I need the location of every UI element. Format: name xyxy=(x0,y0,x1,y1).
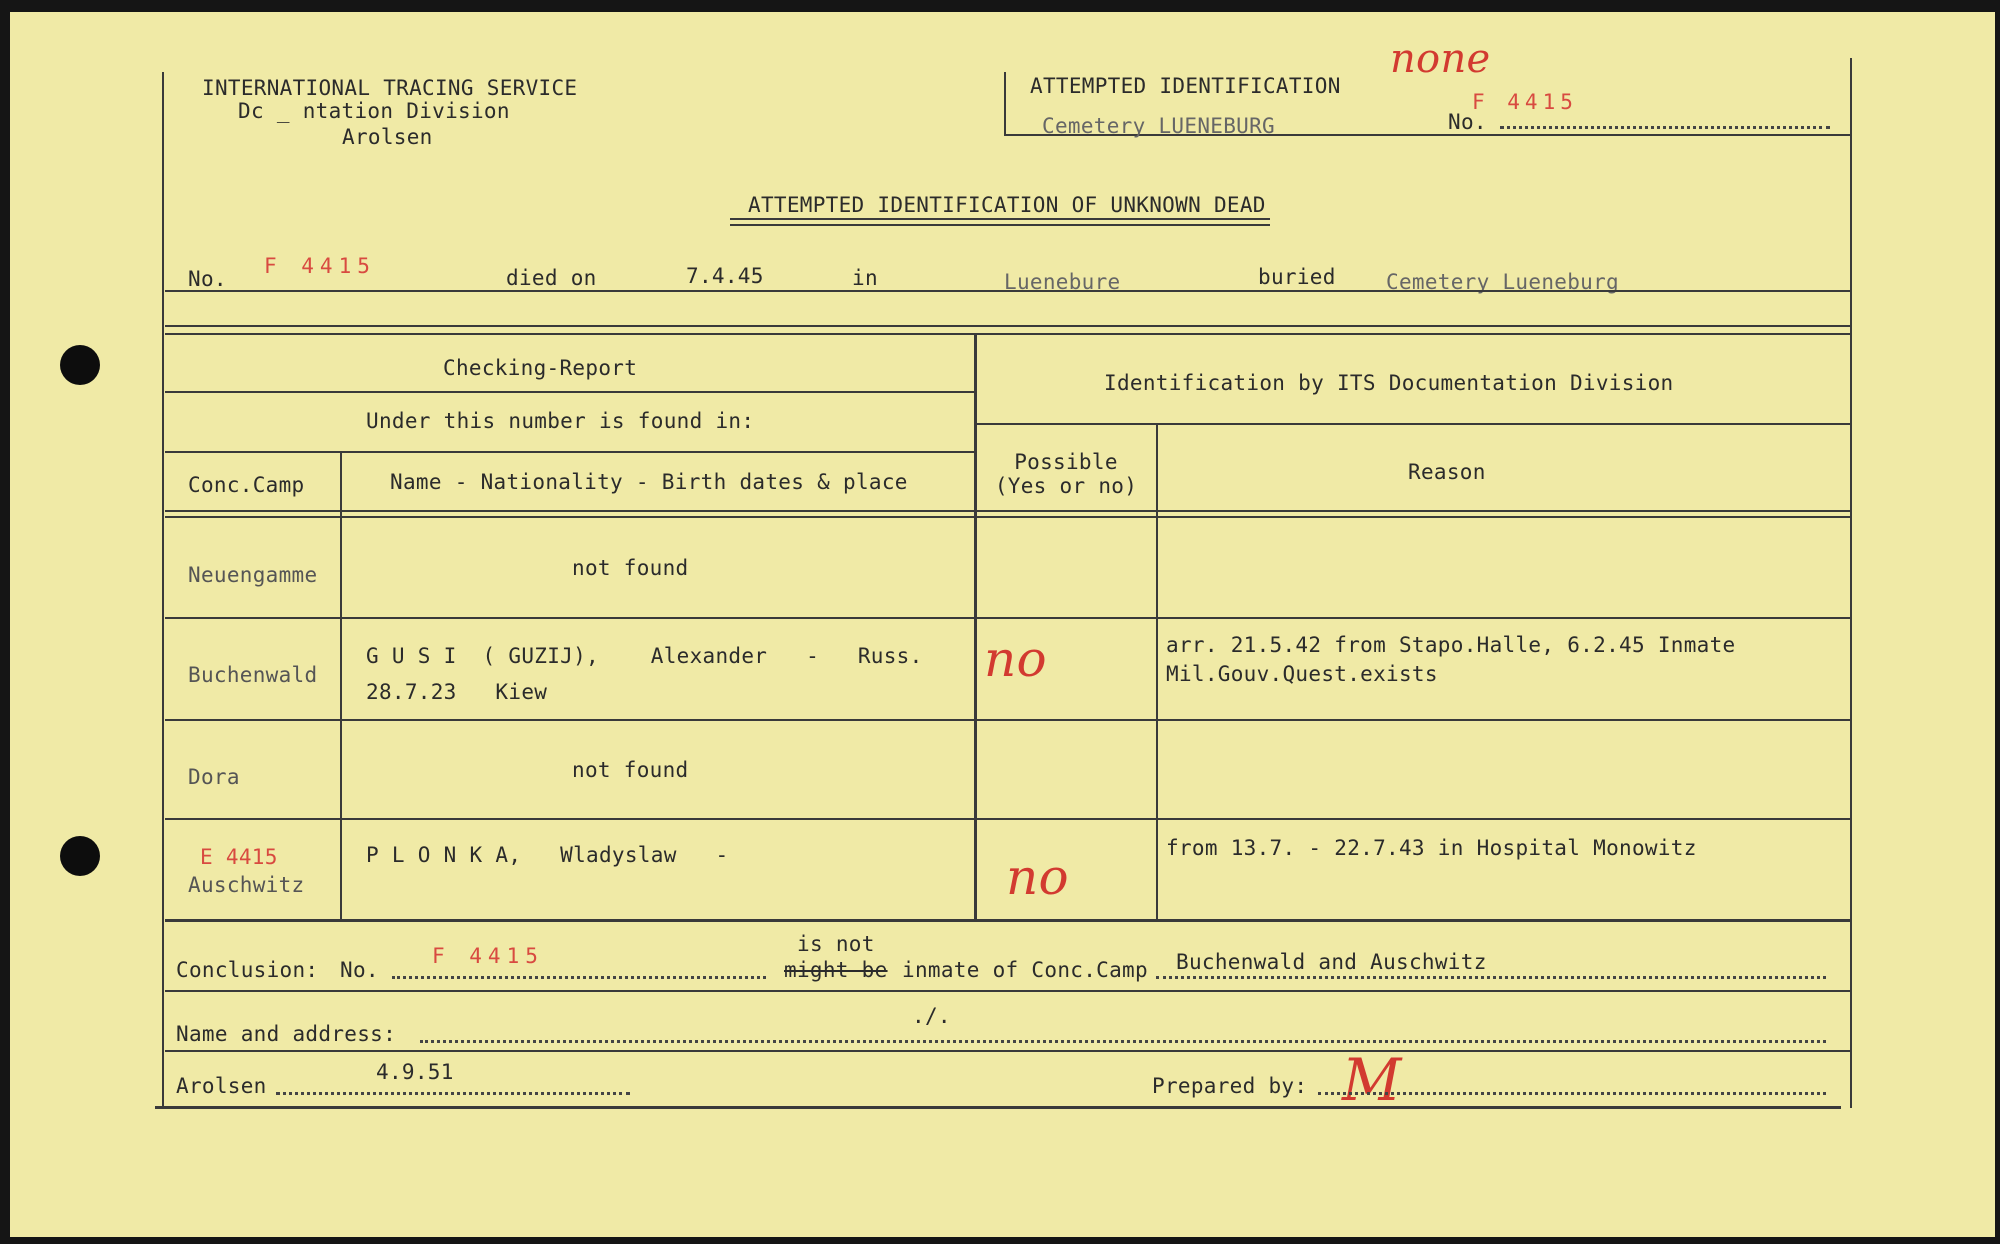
row-4-reason: from 13.7. - 22.7.43 in Hospital Monowitz xyxy=(1166,836,1697,860)
header-box-sub: Cemetery LUENEBURG xyxy=(1042,114,1275,138)
row-2-reason-2: Mil.Gouv.Quest.exists xyxy=(1166,662,1438,686)
table-top-1 xyxy=(165,325,1850,327)
title-underline-2 xyxy=(730,224,1270,226)
conclusion-inmate: inmate of Conc.Camp xyxy=(902,958,1148,982)
header-number: F 4415 xyxy=(1472,90,1578,114)
row-3-name: not found xyxy=(572,758,689,782)
checking-report-title: Checking-Report xyxy=(443,356,638,380)
name-address-dots xyxy=(420,1040,1826,1043)
conclusion-no-value: F 4415 xyxy=(432,944,544,968)
identification-title: Identification by ITS Documentation Division xyxy=(1104,371,1674,395)
row-1-rule xyxy=(165,617,1850,619)
org-line-1: INTERNATIONAL TRACING SERVICE xyxy=(202,76,578,100)
left-sub-rule xyxy=(165,451,974,453)
col-header-camp: Conc.Camp xyxy=(188,473,305,497)
record-no-label: No. xyxy=(188,267,227,291)
page-title: ATTEMPTED IDENTIFICATION OF UNKNOWN DEAD xyxy=(748,193,1266,217)
punch-hole-top xyxy=(60,345,100,385)
punch-hole-bottom xyxy=(60,836,100,876)
org-line-3: Arolsen xyxy=(342,125,433,149)
org-line-2: Dc _ ntation Division xyxy=(238,99,510,123)
handwritten-none: none xyxy=(1390,36,1491,82)
row-1-camp: Neuengamme xyxy=(188,563,318,587)
died-label: died on xyxy=(506,266,597,290)
conclusion-label: Conclusion: xyxy=(176,958,319,982)
row-2-name-2: 28.7.23 Kiew xyxy=(366,680,548,704)
footer-date-dots xyxy=(276,1092,630,1095)
place-of-death: Luenebure xyxy=(1004,270,1121,294)
title-underline-1 xyxy=(730,218,1270,220)
row-4-possible: no xyxy=(1006,848,1069,906)
died-value: 7.4.45 xyxy=(686,264,764,288)
header-box-title: ATTEMPTED IDENTIFICATION xyxy=(1030,74,1341,98)
col-header-name: Name - Nationality - Birth dates & place xyxy=(390,470,908,494)
header-no-label: No. xyxy=(1448,110,1487,134)
row-2-name-1: G U S I ( GUZIJ), Alexander - Russ. xyxy=(366,644,923,668)
prepared-by-label: Prepared by: xyxy=(1152,1074,1308,1098)
record-no-value: F 4415 xyxy=(264,254,376,278)
row-2-rule xyxy=(165,719,1850,721)
name-address-label: Name and address: xyxy=(176,1022,397,1046)
row-3-rule xyxy=(165,818,1850,820)
col-header-reason: Reason xyxy=(1408,460,1486,484)
conclusion-struck-text: might be xyxy=(784,958,888,982)
record-underline xyxy=(165,290,1850,292)
conclusion-no-label: No. xyxy=(340,958,379,982)
col-divider-camp xyxy=(340,451,342,919)
footer-place: Arolsen xyxy=(176,1074,267,1098)
in-label: in xyxy=(852,266,878,290)
found-in-subtitle: Under this number is found in: xyxy=(366,409,755,433)
frame-right xyxy=(1850,58,1852,1108)
frame-bottom xyxy=(155,1106,1841,1109)
row-2-reason-1: arr. 21.5.42 from Stapo.Halle, 6.2.45 Inmate xyxy=(1166,633,1736,657)
row-2-possible: no xyxy=(984,630,1047,688)
row-4-camp-note: E 4415 xyxy=(200,845,278,869)
table-bottom-rule xyxy=(165,919,1850,922)
prepared-by-dots xyxy=(1318,1092,1826,1095)
name-address-rule xyxy=(165,1050,1850,1052)
table-top-2 xyxy=(165,333,1850,335)
header-box-left xyxy=(1004,72,1006,134)
row-3-camp: Dora xyxy=(188,765,240,789)
buried-label: buried xyxy=(1258,265,1336,289)
name-address-value: ./. xyxy=(912,1004,951,1028)
conclusion-is-not: is not xyxy=(797,932,875,956)
row-2-camp: Buchenwald xyxy=(188,663,318,687)
row-4-camp: Auschwitz xyxy=(188,873,305,897)
footer-date: 4.9.51 xyxy=(376,1060,454,1084)
frame-left xyxy=(162,72,164,1108)
col-header-possible-1: Possible xyxy=(1014,450,1118,474)
col-divider-possible xyxy=(1156,423,1158,919)
header-row-rule-1 xyxy=(165,510,1850,512)
buried-value: Cemetery Lueneburg xyxy=(1386,270,1619,294)
right-title-rule xyxy=(976,423,1850,425)
conclusion-no-dots xyxy=(392,976,766,979)
conclusion-camp-dots xyxy=(1156,976,1826,979)
row-4-name: P L O N K A, Wladyslaw - xyxy=(366,843,729,867)
header-row-rule-2 xyxy=(165,516,1850,518)
header-no-dots xyxy=(1500,126,1830,129)
col-header-possible-2: (Yes or no) xyxy=(994,474,1138,498)
prepared-by-signature: M xyxy=(1342,1046,1402,1114)
conclusion-camps: Buchenwald and Auschwitz xyxy=(1176,950,1487,974)
left-title-rule xyxy=(165,391,974,393)
table-main-divider xyxy=(974,333,977,919)
conclusion-rule xyxy=(165,990,1850,992)
row-1-name: not found xyxy=(572,556,689,580)
